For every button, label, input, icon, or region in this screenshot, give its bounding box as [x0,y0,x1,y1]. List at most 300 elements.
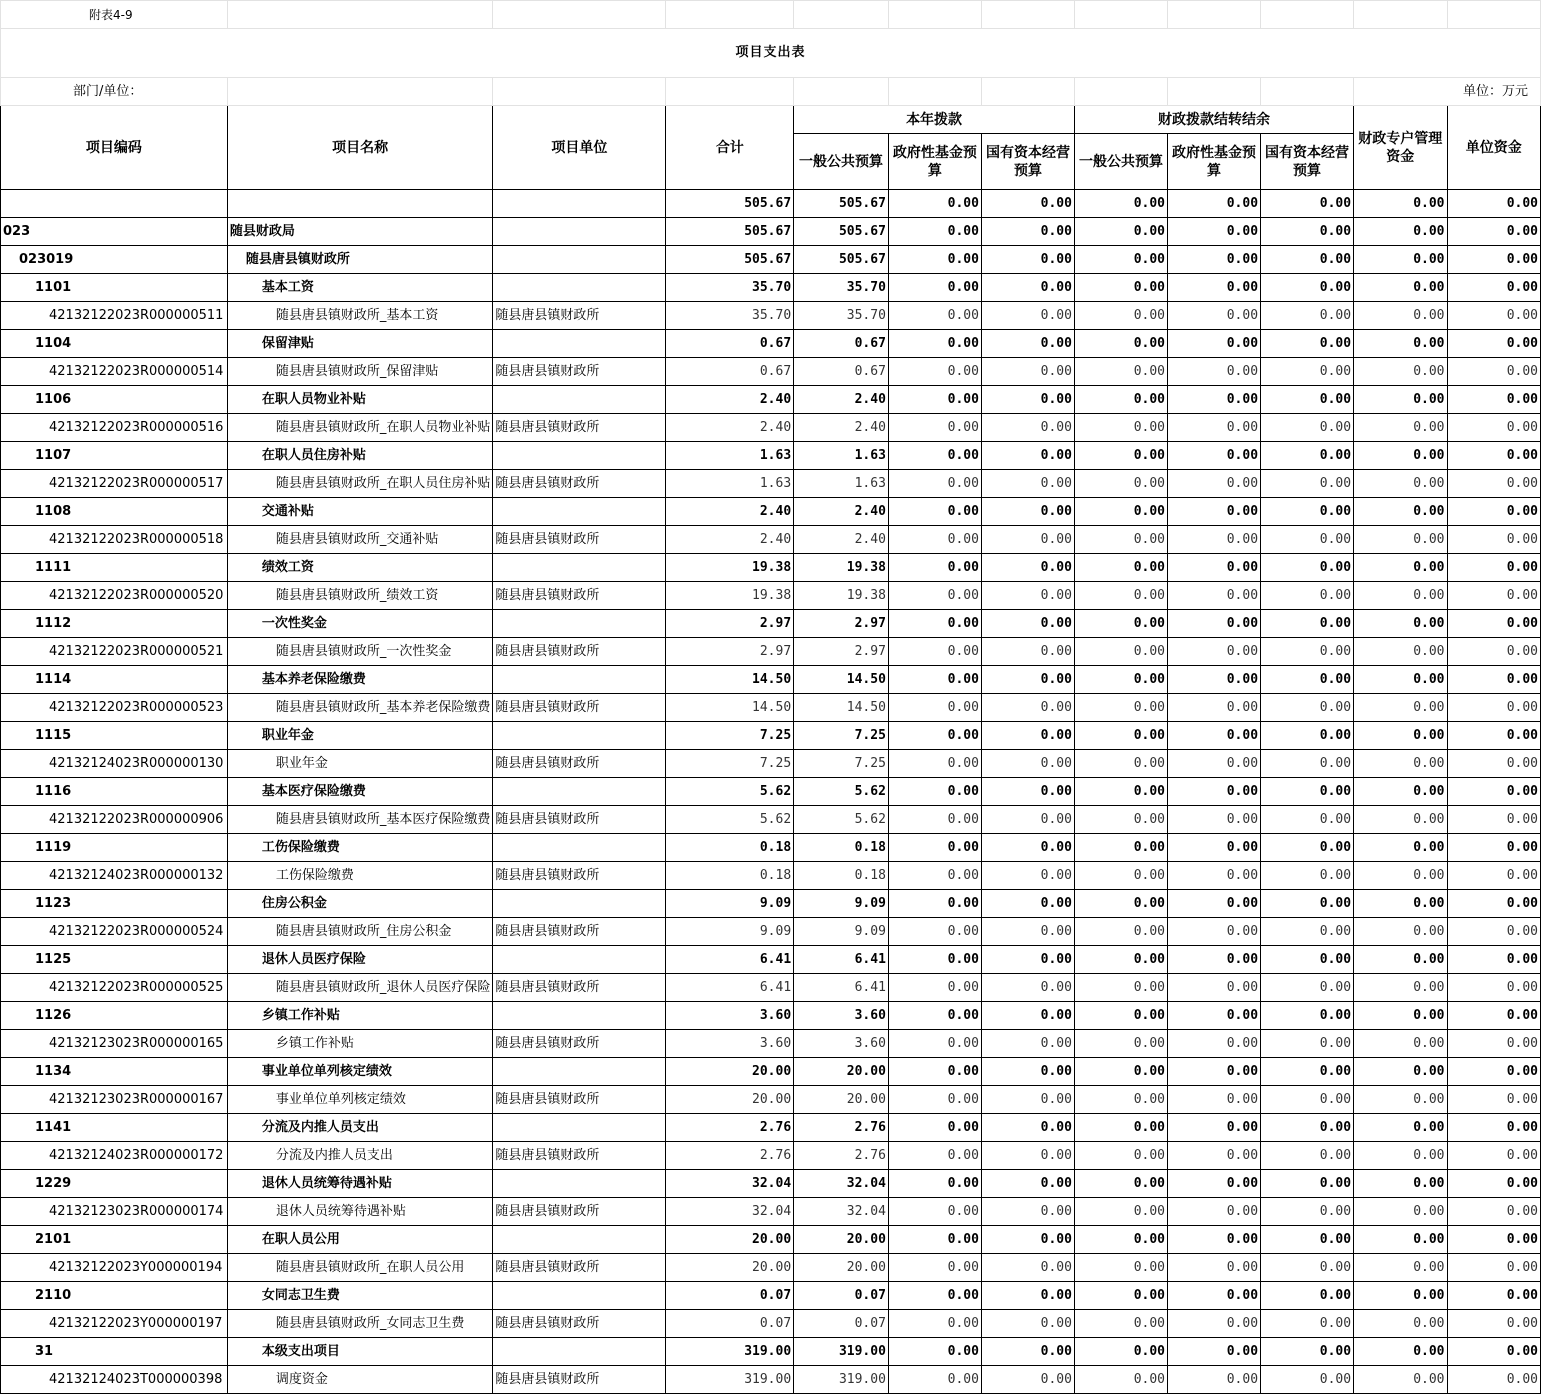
table-row [1,274,1541,302]
cell-unit: 随县唐县镇财政所 [493,974,666,1002]
cell-unit [493,1226,666,1254]
cell-amount: 0.00 [1261,330,1354,358]
cell-amount: 0.00 [981,638,1074,666]
cell-amount: 0.00 [888,302,981,330]
cell-name: 随县财政局 [227,218,493,246]
cell-amount: 319.00 [794,1338,889,1366]
cell-amount: 0.00 [981,1002,1074,1030]
cell-name: 随县唐县镇财政所_基本养老保险缴费 [227,694,493,722]
cell-amount: 0.00 [888,330,981,358]
cell-unit [493,246,666,274]
cell-amount: 0.00 [1074,442,1167,470]
cell-amount: 0.00 [981,1282,1074,1310]
cell-total: 6.41 [666,974,794,1002]
cell-amount: 0.00 [1168,442,1261,470]
cell-amount: 0.00 [981,274,1074,302]
cell-code: 1108 [1,498,228,526]
cell-amount: 0.00 [1354,1338,1447,1366]
cell-name: 本级支出项目 [227,1338,493,1366]
cell-amount: 0.00 [1447,890,1541,918]
cell-amount: 0.00 [1261,246,1354,274]
cell-amount: 0.00 [1354,1310,1447,1338]
cell-amount: 2.40 [794,414,889,442]
cell-amount: 35.70 [794,274,889,302]
cell-amount: 0.00 [1354,190,1447,218]
cell-total: 35.70 [666,274,794,302]
cell-amount: 3.60 [794,1002,889,1030]
cell-amount: 0.00 [888,1198,981,1226]
cell-amount: 0.00 [1168,218,1261,246]
cell-name: 基本工资 [227,274,493,302]
cell-unit: 随县唐县镇财政所 [493,358,666,386]
cell-amount: 0.00 [1074,582,1167,610]
cell-amount: 0.00 [888,778,981,806]
table-row [1,554,1541,582]
cell-amount: 0.00 [1168,1114,1261,1142]
cell-total: 319.00 [666,1366,794,1394]
cell-amount: 0.00 [1168,862,1261,890]
cell-amount: 0.00 [1447,1002,1541,1030]
cell-unit: 随县唐县镇财政所 [493,694,666,722]
cell-amount: 0.00 [1074,470,1167,498]
cell-amount: 0.00 [1074,1366,1167,1394]
cell-unit [493,1338,666,1366]
cell-total: 0.18 [666,834,794,862]
table-row [1,666,1541,694]
cell-code: 1134 [1,1058,228,1086]
cell-unit: 随县唐县镇财政所 [493,862,666,890]
table-row [1,358,1541,386]
cell-amount: 0.00 [1261,890,1354,918]
cell-amount: 0.00 [1074,834,1167,862]
cell-amount: 2.97 [794,610,889,638]
cell-total: 32.04 [666,1198,794,1226]
cell-amount: 0.00 [981,1058,1074,1086]
cell-total: 5.62 [666,778,794,806]
cell-amount: 6.41 [794,974,889,1002]
header-gov-fund-carryover: 政府性基金预算 [1168,134,1261,190]
cell-amount: 0.00 [1354,1282,1447,1310]
cell-unit: 随县唐县镇财政所 [493,1030,666,1058]
cell-unit: 随县唐县镇财政所 [493,1198,666,1226]
cell-amount: 0.00 [1261,1114,1354,1142]
cell-amount: 0.00 [1261,610,1354,638]
cell-amount: 0.00 [888,414,981,442]
cell-name: 绩效工资 [227,554,493,582]
table-row [1,246,1541,274]
cell-amount: 19.38 [794,582,889,610]
cell-code: 2110 [1,1282,228,1310]
cell-amount: 0.00 [1354,666,1447,694]
header-unit-fund: 单位资金 [1447,106,1541,190]
cell-amount: 19.38 [794,554,889,582]
cell-amount: 0.00 [1354,1058,1447,1086]
cell-amount: 0.00 [981,974,1074,1002]
cell-total: 14.50 [666,694,794,722]
cell-amount: 0.00 [1074,1254,1167,1282]
cell-code: 023 [1,218,228,246]
table-row [1,1254,1541,1282]
cell-name: 在职人员公用 [227,1226,493,1254]
cell-code: 1126 [1,1002,228,1030]
cell-amount: 0.00 [1168,1030,1261,1058]
cell-amount: 0.00 [1261,694,1354,722]
cell-amount: 0.00 [1168,358,1261,386]
cell-unit: 随县唐县镇财政所 [493,526,666,554]
cell-amount: 0.00 [1168,302,1261,330]
cell-amount: 5.62 [794,778,889,806]
cell-amount: 0.00 [1354,1114,1447,1142]
cell-total: 3.60 [666,1002,794,1030]
cell-amount: 0.00 [1168,1366,1261,1394]
cell-amount: 2.76 [794,1142,889,1170]
cell-amount: 0.00 [888,806,981,834]
cell-unit [493,834,666,862]
cell-amount: 0.18 [794,834,889,862]
table-row [1,834,1541,862]
cell-amount: 0.00 [1447,694,1541,722]
table-row [1,442,1541,470]
cell-unit [493,330,666,358]
cell-amount: 0.00 [1354,638,1447,666]
cell-name: 一次性奖金 [227,610,493,638]
cell-amount: 0.00 [1074,1030,1167,1058]
cell-amount: 0.00 [1168,1170,1261,1198]
cell-amount: 0.18 [794,862,889,890]
table-row [1,302,1541,330]
cell-amount: 0.00 [1354,1226,1447,1254]
header-gov-fund: 政府性基金预算 [888,134,981,190]
cell-amount: 0.00 [1261,1170,1354,1198]
cell-name: 工伤保险缴费 [227,834,493,862]
table-row [1,1170,1541,1198]
cell-amount: 0.00 [1354,862,1447,890]
cell-code: 1107 [1,442,228,470]
cell-amount: 0.00 [1261,582,1354,610]
cell-amount: 0.00 [1447,1254,1541,1282]
table-row [1,1310,1541,1338]
cell-amount: 0.00 [888,666,981,694]
cell-name: 随县唐县镇财政所_退休人员医疗保险 [227,974,493,1002]
cell-amount: 0.00 [1261,750,1354,778]
cell-amount: 0.00 [1074,358,1167,386]
cell-amount: 0.00 [1447,974,1541,1002]
cell-amount: 0.00 [1447,1086,1541,1114]
table-row [1,1338,1541,1366]
cell-amount: 0.00 [1354,834,1447,862]
cell-total: 19.38 [666,554,794,582]
cell-amount: 0.00 [1168,666,1261,694]
cell-amount: 0.00 [888,974,981,1002]
cell-code: 42132122023R000000511 [1,302,228,330]
cell-amount: 0.00 [1074,526,1167,554]
table-row [1,1114,1541,1142]
cell-amount: 14.50 [794,666,889,694]
table-row [1,330,1541,358]
cell-amount: 0.00 [1074,946,1167,974]
cell-amount: 0.00 [1168,806,1261,834]
cell-amount: 0.00 [981,666,1074,694]
cell-total: 20.00 [666,1058,794,1086]
cell-amount: 6.41 [794,946,889,974]
cell-amount: 0.00 [888,918,981,946]
cell-amount: 9.09 [794,918,889,946]
cell-amount: 0.00 [888,470,981,498]
cell-amount: 0.00 [888,946,981,974]
table-row [1,890,1541,918]
cell-amount: 0.00 [1354,414,1447,442]
table-row [1,1226,1541,1254]
cell-code: 1115 [1,722,228,750]
cell-amount: 0.00 [1168,1142,1261,1170]
cell-amount: 0.00 [981,1170,1074,1198]
cell-amount: 0.00 [1168,918,1261,946]
cell-unit [493,610,666,638]
cell-amount: 0.00 [1168,190,1261,218]
cell-name: 随县唐县镇财政所_保留津贴 [227,358,493,386]
cell-name: 职业年金 [227,750,493,778]
cell-amount: 0.00 [1074,974,1167,1002]
cell-amount: 0.00 [981,862,1074,890]
cell-unit: 随县唐县镇财政所 [493,582,666,610]
cell-code: 1112 [1,610,228,638]
table-row [1,414,1541,442]
cell-amount: 0.00 [1168,498,1261,526]
cell-amount: 0.00 [1074,750,1167,778]
cell-amount: 0.00 [1168,274,1261,302]
cell-amount: 0.00 [888,386,981,414]
table-row [1,750,1541,778]
table-row [1,1142,1541,1170]
cell-code: 1104 [1,330,228,358]
header-code: 项目编码 [1,106,228,190]
cell-total: 2.40 [666,526,794,554]
cell-amount: 0.00 [981,1198,1074,1226]
cell-amount: 0.00 [1447,386,1541,414]
cell-amount: 35.70 [794,302,889,330]
cell-amount: 0.00 [1168,694,1261,722]
header-special: 财政专户管理资金 [1354,106,1447,190]
cell-amount: 0.00 [888,890,981,918]
cell-amount: 0.07 [794,1310,889,1338]
cell-name: 退休人员统筹待遇补贴 [227,1198,493,1226]
cell-unit [493,1002,666,1030]
cell-amount: 0.00 [1447,722,1541,750]
cell-total: 3.60 [666,1030,794,1058]
cell-amount: 505.67 [794,218,889,246]
cell-total: 1.63 [666,470,794,498]
cell-amount: 0.00 [1447,554,1541,582]
cell-unit [493,722,666,750]
cell-code: 1123 [1,890,228,918]
cell-amount: 0.00 [1168,750,1261,778]
cell-unit [493,1114,666,1142]
cell-amount: 0.00 [1447,778,1541,806]
cell-unit: 随县唐县镇财政所 [493,470,666,498]
table-body [1,190,1541,1394]
cell-amount: 0.00 [888,862,981,890]
cell-amount: 0.00 [1168,386,1261,414]
cell-amount: 0.00 [981,1030,1074,1058]
cell-amount: 0.00 [1168,722,1261,750]
cell-code: 1141 [1,1114,228,1142]
cell-amount: 0.00 [981,414,1074,442]
table-row [1,806,1541,834]
cell-unit [493,190,666,218]
cell-amount: 0.00 [1074,610,1167,638]
cell-name: 乡镇工作补贴 [227,1002,493,1030]
cell-name: 交通补贴 [227,498,493,526]
cell-amount: 0.07 [794,1282,889,1310]
table-row [1,218,1541,246]
cell-amount: 0.00 [1447,1226,1541,1254]
table-row [1,974,1541,1002]
cell-amount: 0.00 [1354,890,1447,918]
header-total: 合计 [666,106,794,190]
cell-amount: 0.00 [981,722,1074,750]
cell-amount: 0.00 [1354,1002,1447,1030]
cell-amount: 0.00 [1074,1058,1167,1086]
cell-amount: 0.00 [1168,1282,1261,1310]
cell-amount: 0.00 [981,806,1074,834]
cell-code: 42132123023R000000174 [1,1198,228,1226]
cell-unit: 随县唐县镇财政所 [493,302,666,330]
cell-amount: 0.00 [981,1226,1074,1254]
cell-total: 32.04 [666,1170,794,1198]
cell-amount: 0.00 [1261,1086,1354,1114]
cell-amount: 0.00 [1354,274,1447,302]
cell-amount: 0.00 [1354,246,1447,274]
cell-amount: 0.00 [1168,946,1261,974]
cell-amount: 3.60 [794,1030,889,1058]
cell-amount: 0.00 [1261,470,1354,498]
cell-total: 2.40 [666,498,794,526]
cell-total: 9.09 [666,918,794,946]
cell-amount: 0.00 [888,442,981,470]
table-row [1,638,1541,666]
cell-amount: 2.40 [794,526,889,554]
table-row [1,862,1541,890]
cell-amount: 0.00 [981,470,1074,498]
cell-amount: 0.00 [888,1142,981,1170]
cell-amount: 2.76 [794,1114,889,1142]
cell-unit: 随县唐县镇财政所 [493,638,666,666]
cell-total: 2.76 [666,1114,794,1142]
cell-name: 随县唐县镇财政所_住房公积金 [227,918,493,946]
cell-amount: 0.00 [1074,1142,1167,1170]
cell-amount: 0.00 [1354,918,1447,946]
cell-name: 分流及内推人员支出 [227,1142,493,1170]
cell-amount: 0.00 [888,1282,981,1310]
cell-amount: 0.00 [981,442,1074,470]
cell-amount: 0.00 [1447,1058,1541,1086]
cell-unit: 随县唐县镇财政所 [493,1086,666,1114]
table-row [1,190,1541,218]
cell-unit [493,442,666,470]
cell-total: 7.25 [666,750,794,778]
cell-amount: 0.00 [888,1086,981,1114]
cell-amount: 0.00 [888,1310,981,1338]
cell-amount: 0.00 [1447,666,1541,694]
cell-amount: 505.67 [794,190,889,218]
cell-total: 0.07 [666,1282,794,1310]
cell-amount: 0.00 [1261,414,1354,442]
cell-amount: 0.00 [888,1226,981,1254]
cell-amount: 0.00 [1354,218,1447,246]
table-row [1,778,1541,806]
cell-amount: 0.00 [1447,750,1541,778]
cell-amount: 2.97 [794,638,889,666]
cell-amount: 0.00 [1074,246,1167,274]
cell-code: 42132122023R000000525 [1,974,228,1002]
cell-unit [493,1058,666,1086]
cell-amount: 0.00 [1168,974,1261,1002]
cell-total: 9.09 [666,890,794,918]
cell-amount: 0.00 [1354,470,1447,498]
cell-amount: 0.00 [1168,834,1261,862]
cell-amount: 0.00 [1447,1142,1541,1170]
cell-name: 住房公积金 [227,890,493,918]
cell-amount: 0.00 [1074,666,1167,694]
cell-amount: 0.00 [1168,778,1261,806]
cell-amount: 0.00 [1447,1030,1541,1058]
cell-amount: 0.00 [981,246,1074,274]
cell-amount: 0.00 [888,1058,981,1086]
cell-name: 在职人员物业补贴 [227,386,493,414]
cell-amount: 0.00 [1261,190,1354,218]
cell-amount: 20.00 [794,1226,889,1254]
cell-amount: 0.00 [981,918,1074,946]
cell-name: 随县唐县镇财政所 [227,246,493,274]
header-name: 项目名称 [227,106,493,190]
cell-amount: 0.00 [981,1338,1074,1366]
cell-amount: 0.00 [1354,442,1447,470]
cell-amount: 0.00 [981,218,1074,246]
cell-name: 在职人员住房补贴 [227,442,493,470]
cell-total: 2.40 [666,414,794,442]
table-row [1,1086,1541,1114]
cell-amount: 0.00 [1354,946,1447,974]
cell-code: 42132124023R000000172 [1,1142,228,1170]
cell-amount: 0.00 [1168,1058,1261,1086]
cell-amount: 0.00 [1354,610,1447,638]
cell-unit [493,554,666,582]
cell-amount: 0.00 [888,246,981,274]
cell-total: 2.40 [666,386,794,414]
cell-amount: 0.00 [1447,302,1541,330]
appendix-label: 附表4-9 [1,1,228,29]
cell-total: 0.18 [666,862,794,890]
cell-amount: 0.00 [1168,638,1261,666]
cell-amount: 0.00 [1168,582,1261,610]
cell-amount: 0.00 [1447,1282,1541,1310]
cell-amount: 0.00 [1261,806,1354,834]
cell-amount: 0.00 [1261,554,1354,582]
cell-amount: 0.00 [1447,638,1541,666]
page-title: 项目支出表 [1,29,1541,78]
cell-name: 女同志卫生费 [227,1282,493,1310]
cell-amount: 0.00 [1168,470,1261,498]
cell-name: 随县唐县镇财政所_一次性奖金 [227,638,493,666]
cell-name: 乡镇工作补贴 [227,1030,493,1058]
cell-amount: 32.04 [794,1170,889,1198]
cell-total: 2.97 [666,610,794,638]
cell-name: 随县唐县镇财政所_在职人员公用 [227,1254,493,1282]
cell-code: 1106 [1,386,228,414]
cell-name: 随县唐县镇财政所_基本工资 [227,302,493,330]
cell-amount: 0.00 [888,190,981,218]
cell-amount: 0.00 [1354,974,1447,1002]
